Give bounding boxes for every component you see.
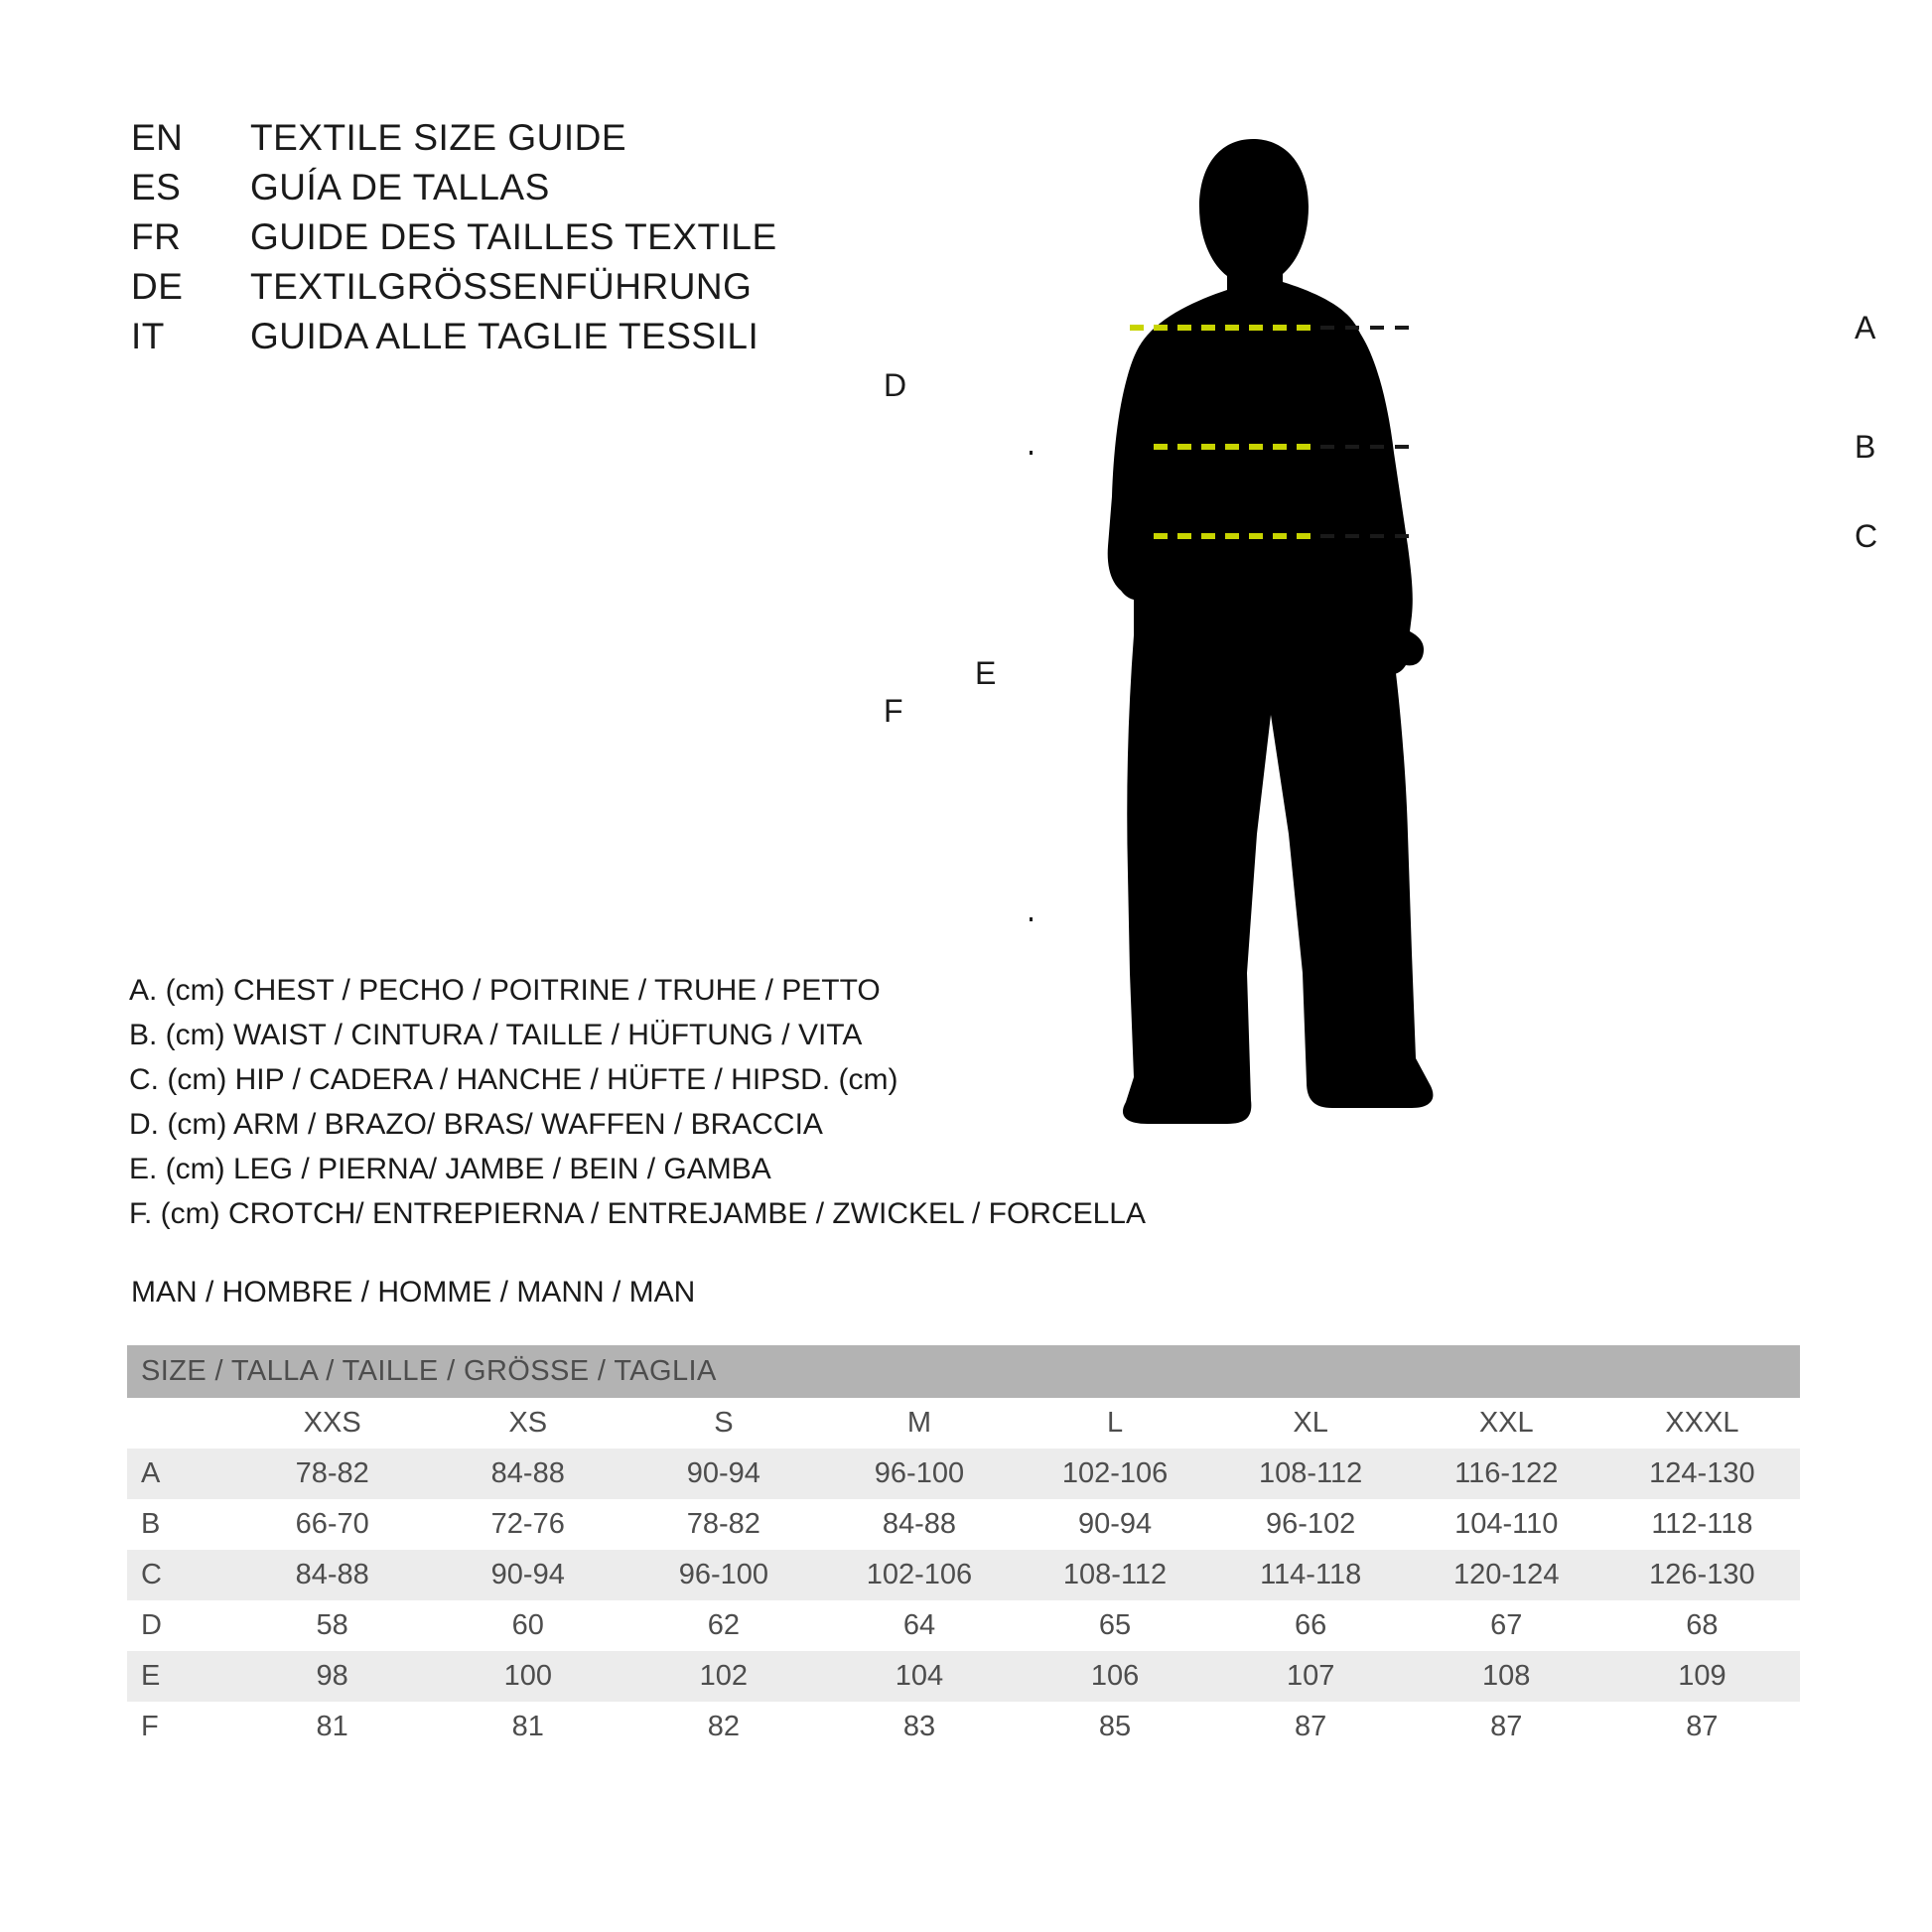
- table-row: [127, 1550, 1800, 1600]
- cell: 58: [234, 1600, 430, 1651]
- row-label-f: F: [127, 1702, 234, 1752]
- marker-label-c: C: [1855, 518, 1878, 554]
- table-row: [127, 1499, 1800, 1550]
- column-header-m: M: [906, 1407, 932, 1439]
- column-header-s: S: [714, 1407, 734, 1439]
- measurement-legend: [129, 968, 1221, 1236]
- cell: 81: [234, 1702, 430, 1752]
- row-label-d: D: [127, 1600, 234, 1651]
- table-corner-cell: [127, 1398, 234, 1449]
- leg-dimension-bracket: [1023, 453, 1033, 919]
- cell: 98: [234, 1651, 430, 1702]
- table-row: [127, 1449, 1800, 1499]
- cell: 65: [1018, 1600, 1213, 1651]
- legend-item-e: E. (cm) LEG / PIERNA/ JAMBE / BEIN / GAMBA: [129, 1153, 771, 1185]
- cell: 66: [1213, 1600, 1409, 1651]
- cell: 64: [821, 1600, 1017, 1651]
- cell: 87: [1409, 1702, 1604, 1752]
- language-row: [131, 216, 905, 266]
- cell: 62: [625, 1600, 821, 1651]
- language-row: [131, 117, 905, 167]
- table-row: [127, 1600, 1800, 1651]
- cell: 78-82: [625, 1499, 821, 1550]
- cell: 90-94: [1018, 1499, 1213, 1550]
- column-header-xxxl: XXXL: [1665, 1407, 1739, 1439]
- column-header-xl: XL: [1293, 1407, 1328, 1439]
- row-label-c: C: [127, 1550, 234, 1600]
- cell: 81: [430, 1702, 625, 1752]
- cell: 116-122: [1409, 1449, 1604, 1499]
- language-title-es: GUÍA DE TALLAS: [250, 167, 550, 207]
- cell: 96-102: [1213, 1499, 1409, 1550]
- cell: 84-88: [430, 1449, 625, 1499]
- language-code-es: ES: [131, 167, 182, 207]
- cell: 124-130: [1604, 1449, 1800, 1499]
- cell: 83: [821, 1702, 1017, 1752]
- language-title-it: GUIDA ALLE TAGLIE TESSILI: [250, 316, 759, 356]
- cell: 108-112: [1213, 1449, 1409, 1499]
- marker-label-a: A: [1855, 310, 1876, 345]
- language-title-fr: GUIDE DES TAILLES TEXTILE: [250, 216, 777, 257]
- cell: 72-76: [430, 1499, 625, 1550]
- cell: 102: [625, 1651, 821, 1702]
- language-row: [131, 316, 905, 365]
- cell: 87: [1213, 1702, 1409, 1752]
- legend-item-c: C. (cm) HIP / CADERA / HANCHE / HÜFTE / HIPSD. (cm): [129, 1063, 898, 1096]
- marker-label-d: D: [884, 367, 907, 403]
- cell: 107: [1213, 1651, 1409, 1702]
- column-header-xxl: XXL: [1478, 1407, 1534, 1439]
- legend-item-a: A. (cm) CHEST / PECHO / POITRINE / TRUHE / PETTO: [129, 974, 881, 1007]
- marker-label-e: E: [975, 655, 997, 691]
- legend-item-d: D. (cm) ARM / BRAZO/ BRAS/ WAFFEN / BRACCIA: [129, 1108, 823, 1141]
- cell: 84-88: [234, 1550, 430, 1600]
- language-title-de: TEXTILGRÖSSENFÜHRUNG: [250, 266, 753, 307]
- cell: 104-110: [1409, 1499, 1604, 1550]
- marker-label-b: B: [1855, 429, 1876, 465]
- cell: 60: [430, 1600, 625, 1651]
- language-code-de: DE: [131, 266, 184, 307]
- cell: 85: [1018, 1702, 1213, 1752]
- table-row: [127, 1702, 1800, 1752]
- marker-label-f: F: [884, 693, 903, 729]
- cell: 67: [1409, 1600, 1604, 1651]
- cell: 126-130: [1604, 1550, 1800, 1600]
- cell: 90-94: [625, 1449, 821, 1499]
- cell: 84-88: [821, 1499, 1017, 1550]
- language-title-block: [131, 117, 905, 365]
- cell: 112-118: [1604, 1499, 1800, 1550]
- cell: 96-100: [625, 1550, 821, 1600]
- legend-item-b: B. (cm) WAIST / CINTURA / TAILLE / HÜFTUNG / VITA: [129, 1019, 863, 1051]
- cell: 96-100: [821, 1449, 1017, 1499]
- row-label-e: E: [127, 1651, 234, 1702]
- language-row: [131, 266, 905, 316]
- cell: 100: [430, 1651, 625, 1702]
- language-title-en: TEXTILE SIZE GUIDE: [250, 117, 627, 158]
- cell: 90-94: [430, 1550, 625, 1600]
- cell: 78-82: [234, 1449, 430, 1499]
- table-row: [127, 1651, 1800, 1702]
- cell: 68: [1604, 1600, 1800, 1651]
- cell: 109: [1604, 1651, 1800, 1702]
- table-header-row: [127, 1398, 1800, 1449]
- language-code-en: EN: [131, 117, 184, 158]
- cell: 102-106: [821, 1550, 1017, 1600]
- cell: 120-124: [1409, 1550, 1604, 1600]
- size-table: [127, 1345, 1800, 1752]
- gender-label: MAN / HOMBRE / HOMME / MANN / MAN: [131, 1276, 696, 1309]
- cell: 87: [1604, 1702, 1800, 1752]
- cell: 102-106: [1018, 1449, 1213, 1499]
- column-header-xxs: XXS: [303, 1407, 361, 1439]
- size-table-caption: SIZE / TALLA / TAILLE / GRÖSSE / TAGLIA: [127, 1345, 1800, 1398]
- row-label-b: B: [127, 1499, 234, 1550]
- language-row: [131, 167, 905, 216]
- column-header-xs: XS: [508, 1407, 548, 1439]
- row-label-a: A: [127, 1449, 234, 1499]
- language-code-fr: FR: [131, 216, 182, 257]
- cell: 108-112: [1018, 1550, 1213, 1600]
- cell: 66-70: [234, 1499, 430, 1550]
- cell: 106: [1018, 1651, 1213, 1702]
- cell: 82: [625, 1702, 821, 1752]
- language-code-it: IT: [131, 316, 165, 356]
- cell: 108: [1409, 1651, 1604, 1702]
- column-header-l: L: [1106, 1407, 1124, 1439]
- legend-item-f: F. (cm) CROTCH/ ENTREPIERNA / ENTREJAMBE / ZWICKEL / FORCELLA: [129, 1197, 1146, 1230]
- cell: 104: [821, 1651, 1017, 1702]
- cell: 114-118: [1213, 1550, 1409, 1600]
